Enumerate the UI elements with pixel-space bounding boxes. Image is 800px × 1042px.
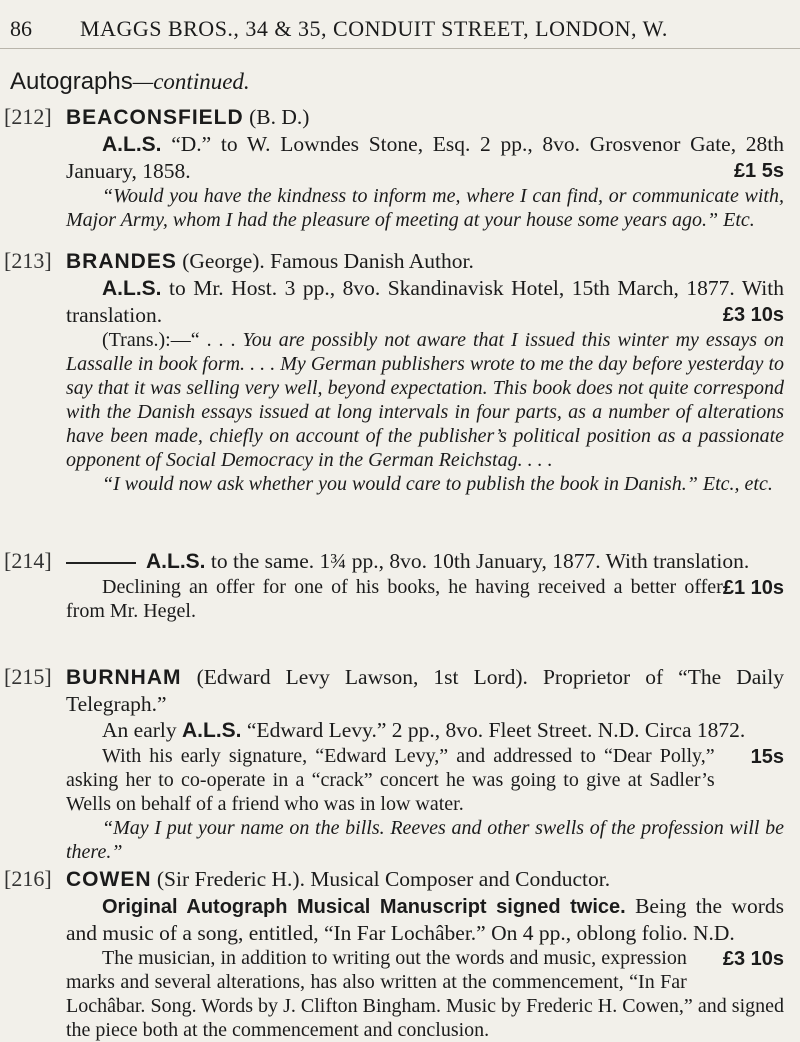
entry-body (66, 548, 784, 623)
entry-number: [216] (4, 866, 52, 891)
author-name: COWEN (66, 868, 152, 891)
item-type: A.L.S. (102, 133, 162, 156)
section-title-text: Autographs (10, 68, 133, 95)
entry-note: With his early signature, “Edward Levy,” and addressed to “Dear Polly,” asking her to co-operate in a “crack” concert he was going to give at Sadler’s Wells on behalf of a friend who was in low water. (66, 745, 715, 815)
entry-note: Declining an offer for one of his books, he having received a better offer from Mr. Hegel. (66, 576, 723, 622)
author-name: BRANDES (66, 250, 177, 273)
entry-description (66, 893, 784, 970)
quote-lead: (Trans.):—“ . . . (102, 329, 243, 351)
price: £1 10s (722, 577, 784, 599)
author-details: (George). Famous Danish Author. (176, 249, 474, 273)
author-details: (Edward Levy Lawson, 1st Lord). Proprietor of “The Daily Telegraph.” (66, 665, 784, 716)
price: £3 10s (722, 948, 784, 970)
ditto-dash (66, 562, 136, 564)
author-details: (B. D.) (243, 105, 310, 129)
header-rule (0, 48, 800, 49)
author-details: (Sir Frederic H.). Musical Composer and Conductor. (151, 867, 611, 891)
entry-heading (66, 248, 784, 275)
page-number: 86 (10, 16, 32, 41)
entry-number: [214] (4, 548, 52, 573)
entry-heading (66, 866, 784, 893)
item-details: Being the words and music of a song, entitled, “In Far Lochâber.” On 4 pp., oblong folio. N.D. (66, 894, 784, 945)
entry-quote: “Would you have the kindness to inform me, where I can find, or communicate with, Major Army, whom I had the pleasure of meeting at your house some years ago.” Etc. (66, 185, 784, 231)
item-details: “D.” to W. Lowndes Stone, Esq. 2 pp., 8vo. Grosvenor Gate, 28th January, 1858. (66, 132, 784, 183)
entry-note: The musician, in addition to writing out the words and music, expression marks and several alterations, has also written at the commencement, “In Far Lochâbar. Song. Words by J. Clifton Bingham. Music by Frederic H. Cowen,” and signed the piece both at the commencement and conclusion. (66, 947, 784, 1041)
entry-heading (66, 104, 784, 131)
entry-heading (66, 664, 784, 717)
item-type: A.L.S. (102, 277, 162, 300)
section-title (10, 68, 250, 96)
item-details: “Edward Levy.” 2 pp., 8vo. Fleet Street. N.D. Circa 1872. (241, 718, 746, 742)
item-type: A.L.S. (182, 719, 242, 742)
price: 15s (750, 746, 784, 768)
entry-body (66, 664, 784, 864)
entry-body (66, 866, 784, 1042)
entry-body (66, 104, 784, 232)
entry-quote: “May I put your name on the bills. Reeves and other swells of the profession will be there.” (66, 817, 784, 863)
entry-description (66, 717, 784, 768)
entry-quote-continued: “I would now ask whether you would care to publish the book in Danish.” Etc., etc. (102, 473, 773, 495)
entry-quote (66, 328, 784, 472)
section-continued: —continued. (132, 69, 250, 94)
page-header (0, 0, 800, 48)
quote-text: You are possibly not aware that I issued this winter my essays on Lassalle in book form. . . . My German publishers wrote to me the day before yesterday to say that it was selling very well, beyond expectation. This book does not quite correspond with the Danish essays issued at long intervals in four parts, as a number of alterations have been made, chiefly on account of the publisher’s political position as a passionate opponent of Social Democracy in the German Reichstag. . . . (66, 329, 784, 471)
item-details: to the same. 1¾ pp., 8vo. 10th January, 1877. With translation. (205, 549, 750, 573)
price: £3 10s (722, 304, 784, 326)
item-lead: An early (102, 718, 182, 742)
author-name: BEACONSFIELD (66, 106, 244, 129)
entry-description (66, 131, 784, 184)
entry-number: [212] (4, 104, 52, 129)
entry-description (66, 275, 784, 328)
entry-body (66, 248, 784, 496)
item-details: to Mr. Host. 3 pp., 8vo. Skandinavisk Hotel, 15th March, 1877. With translation. (66, 276, 784, 327)
running-title: MAGGS BROS., 34 & 35, CONDUIT STREET, LONDON, W. (80, 16, 668, 41)
entry-number: [213] (4, 248, 52, 273)
price: £1 5s (733, 160, 784, 182)
item-type: A.L.S. (146, 550, 206, 573)
author-name: BURNHAM (66, 666, 182, 689)
item-type: Original Autograph Musical Manuscript signed twice. (102, 896, 626, 918)
entry-number: [215] (4, 664, 52, 689)
